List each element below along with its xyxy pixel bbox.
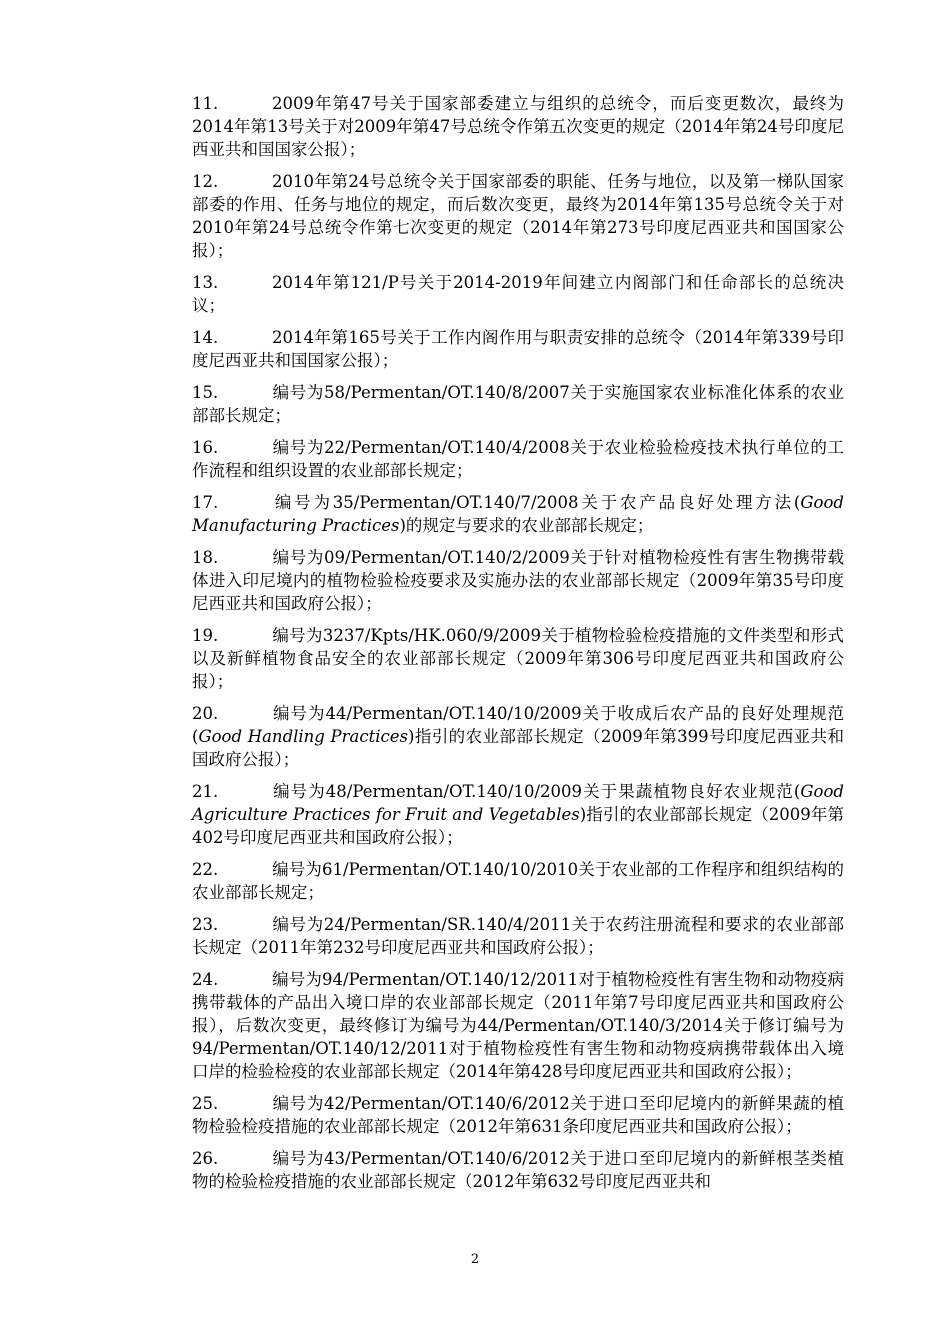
item-number: 19. <box>192 626 219 645</box>
item-number: 26. <box>192 1149 219 1168</box>
list-item <box>192 491 844 537</box>
item-text: 编号为94/Permentan/OT.140/12/2011对于植物检疫性有害生物和动物疫病携带载体的产品出入境口岸的农业部部长规定（2011年第7号印度尼西亚共和国政府公报），后数次变更，最终修订为编号为44/Permentan/OT.140/3/2014关于修订编号为94/Permentan/OT.140/12/2011对于植物检疫性有害生物和动物疫病携带载体出入境口岸的检验检疫的农业部部长规定（2014年第428号印度尼西亚共和国政府公报）； <box>192 970 844 1081</box>
list-item <box>192 546 844 615</box>
page-number: 2 <box>470 1252 480 1267</box>
item-text: 编号为44/Permentan/OT.140/10/2009关于收成后农产品的良好处理规范( <box>192 704 844 746</box>
item-text: 2009年第47号关于国家部委建立与组织的总统令，而后变更数次，最终为2014年第13号关于对2009年第47号总统令作第五次变更的规定（2014年第24号印度尼西亚共和国国家公报）； <box>192 94 844 159</box>
list-item <box>192 326 844 372</box>
item-text: 编号为58/Permentan/OT.140/8/2007关于实施国家农业标准化体系的农业部部长规定； <box>192 383 844 425</box>
item-text: 编号为24/Permentan/SR.140/4/2011关于农药注册流程和要求的农业部部长规定（2011年第232号印度尼西亚共和国政府公报）； <box>192 915 844 957</box>
item-number: 22. <box>192 860 219 879</box>
item-text: 编号为22/Permentan/OT.140/4/2008关于农业检验检疫技术执行单位的工作流程和组织设置的农业部部长规定； <box>192 438 844 480</box>
item-text-italic: Good Agriculture Practices for Fruit and Vegetables <box>192 782 844 824</box>
item-number: 14. <box>192 328 219 347</box>
list-item <box>192 624 844 693</box>
item-text: )的规定与要求的农业部部长规定； <box>399 516 654 535</box>
item-number: 13. <box>192 273 219 292</box>
item-text: 编号为48/Permentan/OT.140/10/2009关于果蔬植物良好农业规范( <box>272 782 801 801</box>
list-item <box>192 913 844 959</box>
item-number: 24. <box>192 970 219 989</box>
item-text-italic: Good Manufacturing Practices <box>192 493 844 535</box>
item-number: 11. <box>192 94 219 113</box>
item-text: 2014年第165号关于工作内阁作用与职责安排的总统令（2014年第339号印度尼西亚共和国国家公报）； <box>192 328 844 370</box>
list-item <box>192 702 844 771</box>
list-item <box>192 968 844 1083</box>
regulation-list <box>192 92 844 1202</box>
item-number: 20. <box>192 704 219 723</box>
list-item <box>192 858 844 904</box>
item-text: 2014年第121/P号关于2014-2019年间建立内阁部门和任命部长的总统决议； <box>192 273 844 315</box>
item-text: )指引的农业部部长规定（2009年第402号印度尼西亚共和国政府公报）； <box>192 805 844 847</box>
item-text: 编号为3237/Kpts/HK.060/9/2009关于植物检验检疫措施的文件类型和形式以及新鲜植物食品安全的农业部部长规定（2009年第306号印度尼西亚共和国政府公报）； <box>192 626 844 691</box>
item-text-italic: Good Handling Practices <box>198 727 408 746</box>
item-number: 23. <box>192 915 219 934</box>
list-item <box>192 92 844 161</box>
item-text: 2010年第24号总统令关于国家部委的职能、任务与地位，以及第一梯队国家部委的作用、任务与地位的规定，而后数次变更，最终为2014年第135号总统令关于对2010年第24号总统令作第七次变更的规定（2014年第273号印度尼西亚共和国国家公报）； <box>192 172 844 260</box>
item-text: )指引的农业部部长规定（2009年第399号印度尼西亚共和国政府公报）； <box>192 727 844 769</box>
item-number: 25. <box>192 1094 219 1113</box>
item-number: 15. <box>192 383 219 402</box>
item-number: 12. <box>192 172 219 191</box>
list-item <box>192 436 844 482</box>
item-number: 17. <box>192 493 219 512</box>
item-text: 编号为61/Permentan/OT.140/10/2010关于农业部的工作程序和组织结构的农业部部长规定； <box>192 860 844 902</box>
item-text: 编号为09/Permentan/OT.140/2/2009关于针对植物检疫性有害生物携带载体进入印尼境内的植物检验检疫要求及实施办法的农业部部长规定（2009年第35号印度尼西亚共和国政府公报）； <box>192 548 844 613</box>
item-text: 编号为43/Permentan/OT.140/6/2012关于进口至印尼境内的新鲜根茎类植物的检验检疫措施的农业部部长规定（2012年第632号印度尼西亚共和 <box>192 1149 844 1191</box>
item-text: 编号为42/Permentan/OT.140/6/2012关于进口至印尼境内的新鲜果蔬的植物检验检疫措施的农业部部长规定（2012年第631条印度尼西亚共和国政府公报）； <box>192 1094 844 1136</box>
item-number: 21. <box>192 782 219 801</box>
list-item <box>192 780 844 849</box>
list-item <box>192 170 844 262</box>
item-text: 编号为35/Permentan/OT.140/7/2008关于农产品良好处理方法( <box>272 493 801 512</box>
list-item <box>192 381 844 427</box>
item-number: 18. <box>192 548 219 567</box>
list-item <box>192 1092 844 1138</box>
item-number: 16. <box>192 438 219 457</box>
list-item <box>192 271 844 317</box>
list-item <box>192 1147 844 1193</box>
